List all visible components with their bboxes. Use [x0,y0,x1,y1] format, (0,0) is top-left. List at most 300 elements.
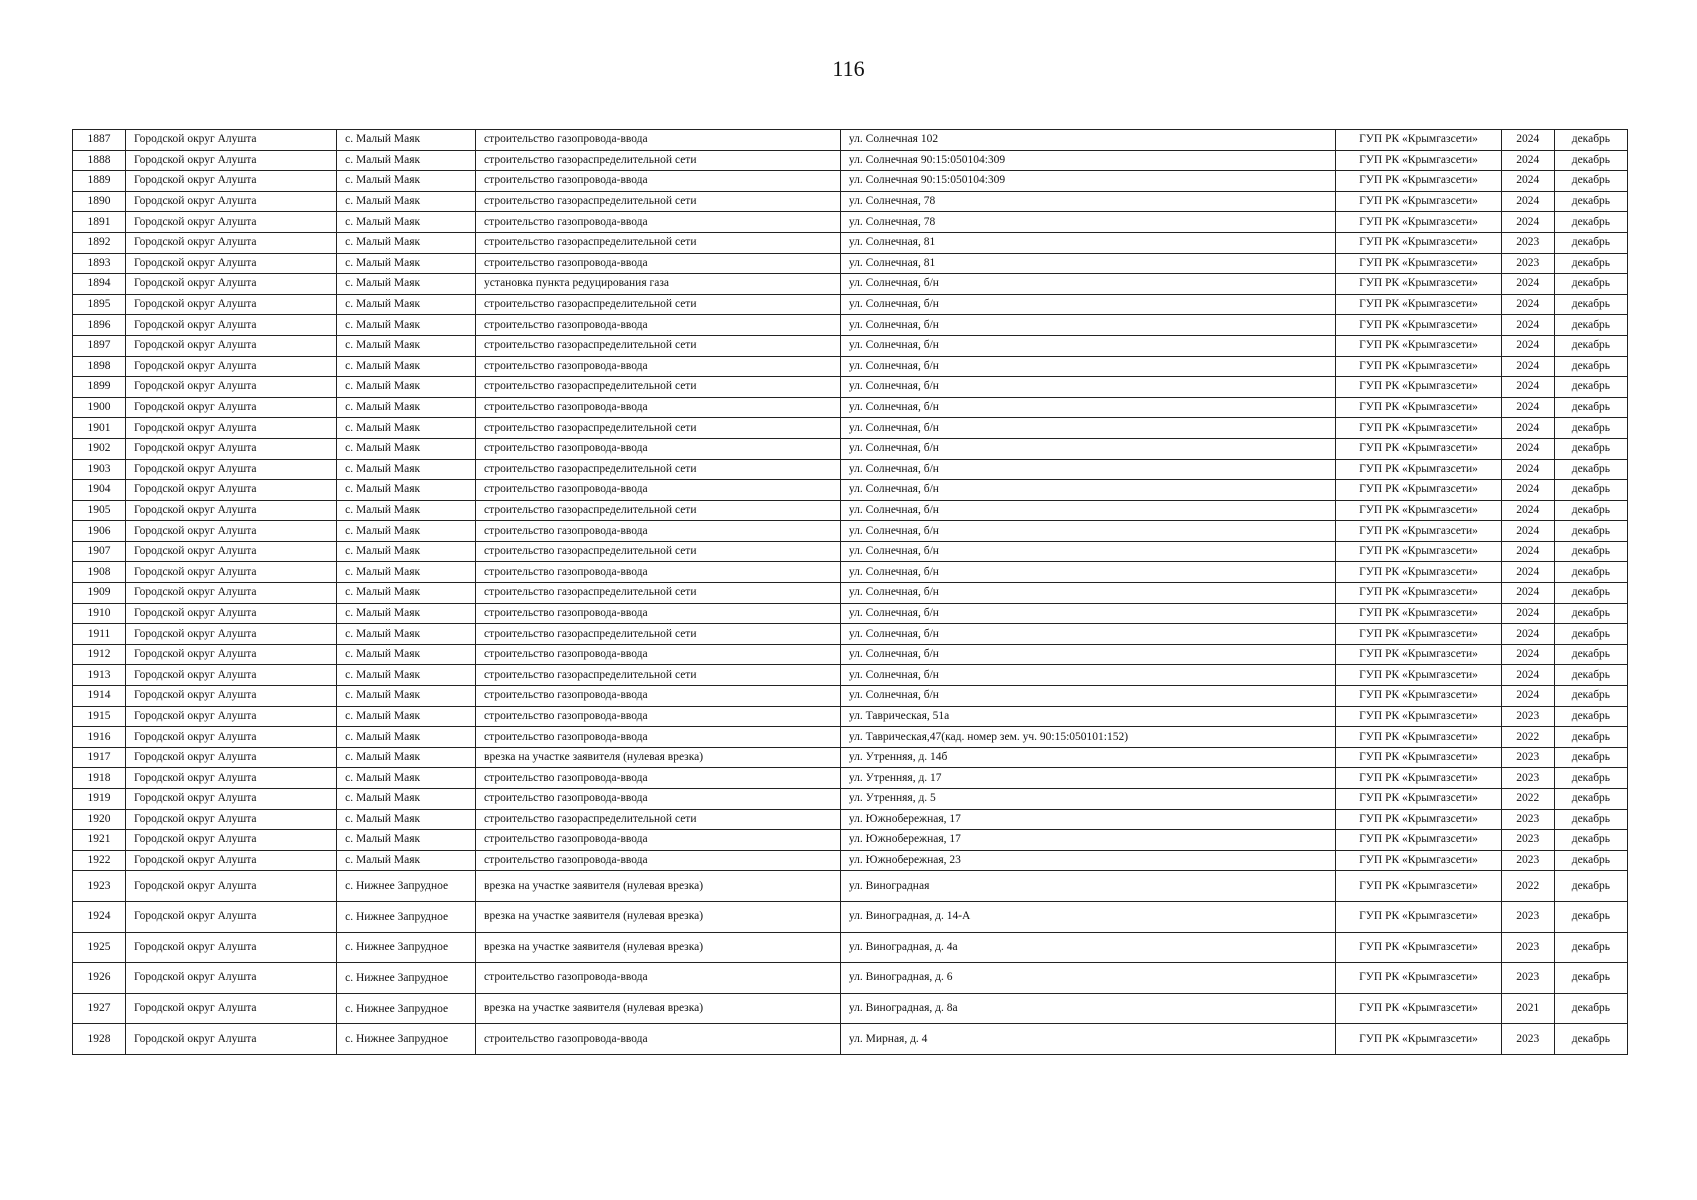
table-row [73,171,1628,192]
district-cell: Городской округ Алушта [126,377,337,398]
month-cell: декабрь [1554,274,1627,295]
table-row [73,562,1628,583]
month-cell: декабрь [1554,583,1627,604]
month-cell: декабрь [1554,418,1627,439]
year-cell: 2023 [1501,963,1554,994]
month-cell: декабрь [1554,993,1627,1024]
organization-cell: ГУП РК «Крымгазсети» [1336,583,1501,604]
address-cell: ул. Солнечная, б/н [840,356,1335,377]
address-cell: ул. Виноградная, д. 8а [840,993,1335,1024]
settlement-cell: с. Малый Маяк [337,130,476,151]
address-cell: ул. Таврическая,47(кад. номер зем. уч. 90:15:050101:152) [840,727,1335,748]
work-type-cell: строительство газораспределительной сети [476,500,841,521]
year-cell: 2024 [1501,686,1554,707]
settlement-cell: с. Малый Маяк [337,356,476,377]
year-cell: 2023 [1501,1024,1554,1055]
table-row [73,294,1628,315]
organization-cell: ГУП РК «Крымгазсети» [1336,500,1501,521]
table-row [73,747,1628,768]
organization-cell: ГУП РК «Крымгазсети» [1336,850,1501,871]
row-number-cell: 1907 [73,541,126,562]
work-type-cell: установка пункта редуцирования газа [476,274,841,295]
district-cell: Городской округ Алушта [126,459,337,480]
organization-cell: ГУП РК «Крымгазсети» [1336,377,1501,398]
organization-cell: ГУП РК «Крымгазсети» [1336,253,1501,274]
organization-cell: ГУП РК «Крымгазсети» [1336,191,1501,212]
organization-cell: ГУП РК «Крымгазсети» [1336,274,1501,295]
month-cell: декабрь [1554,541,1627,562]
row-number-cell: 1895 [73,294,126,315]
month-cell: декабрь [1554,871,1627,902]
row-number-cell: 1890 [73,191,126,212]
month-cell: декабрь [1554,624,1627,645]
month-cell: декабрь [1554,212,1627,233]
address-cell: ул. Солнечная, б/н [840,438,1335,459]
settlement-cell: с. Малый Маяк [337,644,476,665]
work-type-cell: строительство газопровода-ввода [476,686,841,707]
district-cell: Городской округ Алушта [126,963,337,994]
row-number-cell: 1919 [73,789,126,810]
row-number-cell: 1903 [73,459,126,480]
work-type-cell: строительство газопровода-ввода [476,130,841,151]
table-row [73,541,1628,562]
year-cell: 2024 [1501,191,1554,212]
row-number-cell: 1888 [73,150,126,171]
table-row [73,191,1628,212]
table-row [73,665,1628,686]
organization-cell: ГУП РК «Крымгазсети» [1336,789,1501,810]
month-cell: декабрь [1554,603,1627,624]
organization-cell: ГУП РК «Крымгазсети» [1336,665,1501,686]
address-cell: ул. Солнечная, б/н [840,624,1335,645]
row-number-cell: 1923 [73,871,126,902]
district-cell: Городской округ Алушта [126,521,337,542]
work-type-cell: врезка на участке заявителя (нулевая врезка) [476,901,841,932]
address-cell: ул. Виноградная, д. 6 [840,963,1335,994]
table-row [73,130,1628,151]
work-type-cell: строительство газопровода-ввода [476,830,841,851]
row-number-cell: 1920 [73,809,126,830]
address-cell: ул. Солнечная, б/н [840,686,1335,707]
organization-cell: ГУП РК «Крымгазсети» [1336,603,1501,624]
row-number-cell: 1910 [73,603,126,624]
year-cell: 2023 [1501,932,1554,963]
address-cell: ул. Солнечная, б/н [840,644,1335,665]
address-cell: ул. Утренняя, д. 17 [840,768,1335,789]
district-cell: Городской округ Алушта [126,706,337,727]
table-row [73,459,1628,480]
district-cell: Городской округ Алушта [126,356,337,377]
organization-cell: ГУП РК «Крымгазсети» [1336,459,1501,480]
district-cell: Городской округ Алушта [126,850,337,871]
settlement-cell: с. Малый Маяк [337,315,476,336]
district-cell: Городской округ Алушта [126,830,337,851]
settlement-cell: с. Нижнее Запрудное [337,963,476,994]
work-type-cell: строительство газопровода-ввода [476,397,841,418]
row-number-cell: 1891 [73,212,126,233]
table-row [73,253,1628,274]
address-cell: ул. Солнечная, б/н [840,459,1335,480]
year-cell: 2024 [1501,480,1554,501]
month-cell: декабрь [1554,335,1627,356]
year-cell: 2024 [1501,294,1554,315]
year-cell: 2023 [1501,809,1554,830]
year-cell: 2024 [1501,377,1554,398]
month-cell: декабрь [1554,665,1627,686]
work-type-cell: строительство газопровода-ввода [476,171,841,192]
organization-cell: ГУП РК «Крымгазсети» [1336,438,1501,459]
district-cell: Городской округ Алушта [126,541,337,562]
organization-cell: ГУП РК «Крымгазсети» [1336,150,1501,171]
organization-cell: ГУП РК «Крымгазсети» [1336,963,1501,994]
row-number-cell: 1904 [73,480,126,501]
month-cell: декабрь [1554,932,1627,963]
row-number-cell: 1887 [73,130,126,151]
table-row [73,993,1628,1024]
table-row [73,644,1628,665]
district-cell: Городской округ Алушта [126,993,337,1024]
year-cell: 2024 [1501,356,1554,377]
settlement-cell: с. Малый Маяк [337,727,476,748]
row-number-cell: 1898 [73,356,126,377]
organization-cell: ГУП РК «Крымгазсети» [1336,418,1501,439]
year-cell: 2022 [1501,789,1554,810]
year-cell: 2024 [1501,212,1554,233]
district-cell: Городской округ Алушта [126,768,337,789]
row-number-cell: 1912 [73,644,126,665]
row-number-cell: 1909 [73,583,126,604]
organization-cell: ГУП РК «Крымгазсети» [1336,871,1501,902]
district-cell: Городской округ Алушта [126,901,337,932]
address-cell: ул. Мирная, д. 4 [840,1024,1335,1055]
year-cell: 2024 [1501,500,1554,521]
district-cell: Городской округ Алушта [126,789,337,810]
month-cell: декабрь [1554,480,1627,501]
settlement-cell: с. Малый Маяк [337,686,476,707]
address-cell: ул. Южнобережная, 23 [840,850,1335,871]
settlement-cell: с. Малый Маяк [337,253,476,274]
year-cell: 2024 [1501,335,1554,356]
settlement-cell: с. Малый Маяк [337,212,476,233]
organization-cell: ГУП РК «Крымгазсети» [1336,232,1501,253]
district-cell: Городской округ Алушта [126,686,337,707]
district-cell: Городской округ Алушта [126,727,337,748]
work-type-cell: строительство газораспределительной сети [476,150,841,171]
year-cell: 2022 [1501,727,1554,748]
address-cell: ул. Солнечная, 78 [840,191,1335,212]
gasification-table [72,129,1628,1055]
address-cell: ул. Солнечная, 81 [840,232,1335,253]
month-cell: декабрь [1554,686,1627,707]
settlement-cell: с. Малый Маяк [337,768,476,789]
work-type-cell: врезка на участке заявителя (нулевая врезка) [476,993,841,1024]
work-type-cell: строительство газораспределительной сети [476,665,841,686]
settlement-cell: с. Малый Маяк [337,150,476,171]
month-cell: декабрь [1554,644,1627,665]
address-cell: ул. Таврическая, 51а [840,706,1335,727]
table-body [73,130,1628,1055]
year-cell: 2024 [1501,624,1554,645]
month-cell: декабрь [1554,377,1627,398]
settlement-cell: с. Малый Маяк [337,624,476,645]
work-type-cell: строительство газораспределительной сети [476,418,841,439]
address-cell: ул. Солнечная, б/н [840,562,1335,583]
address-cell: ул. Солнечная, б/н [840,377,1335,398]
month-cell: декабрь [1554,850,1627,871]
district-cell: Городской округ Алушта [126,418,337,439]
settlement-cell: с. Малый Маяк [337,418,476,439]
table-row [73,963,1628,994]
work-type-cell: строительство газораспределительной сети [476,335,841,356]
year-cell: 2024 [1501,603,1554,624]
settlement-cell: с. Малый Маяк [337,191,476,212]
month-cell: декабрь [1554,294,1627,315]
table-row [73,901,1628,932]
work-type-cell: строительство газопровода-ввода [476,644,841,665]
month-cell: декабрь [1554,191,1627,212]
year-cell: 2024 [1501,315,1554,336]
year-cell: 2023 [1501,706,1554,727]
settlement-cell: с. Малый Маяк [337,830,476,851]
table-row [73,809,1628,830]
organization-cell: ГУП РК «Крымгазсети» [1336,768,1501,789]
settlement-cell: с. Малый Маяк [337,541,476,562]
district-cell: Городской округ Алушта [126,583,337,604]
address-cell: ул. Солнечная, б/н [840,294,1335,315]
row-number-cell: 1900 [73,397,126,418]
table-row [73,686,1628,707]
settlement-cell: с. Малый Маяк [337,521,476,542]
year-cell: 2024 [1501,150,1554,171]
year-cell: 2024 [1501,583,1554,604]
work-type-cell: строительство газораспределительной сети [476,191,841,212]
district-cell: Городской округ Алушта [126,130,337,151]
address-cell: ул. Солнечная, б/н [840,603,1335,624]
year-cell: 2024 [1501,459,1554,480]
work-type-cell: врезка на участке заявителя (нулевая врезка) [476,932,841,963]
district-cell: Городской округ Алушта [126,397,337,418]
month-cell: декабрь [1554,1024,1627,1055]
month-cell: декабрь [1554,500,1627,521]
settlement-cell: с. Нижнее Запрудное [337,901,476,932]
month-cell: декабрь [1554,130,1627,151]
settlement-cell: с. Малый Маяк [337,583,476,604]
district-cell: Городской округ Алушта [126,603,337,624]
year-cell: 2024 [1501,274,1554,295]
year-cell: 2023 [1501,747,1554,768]
work-type-cell: строительство газораспределительной сети [476,377,841,398]
table-row [73,1024,1628,1055]
district-cell: Городской округ Алушта [126,150,337,171]
settlement-cell: с. Малый Маяк [337,706,476,727]
row-number-cell: 1921 [73,830,126,851]
year-cell: 2023 [1501,768,1554,789]
district-cell: Городской округ Алушта [126,1024,337,1055]
month-cell: декабрь [1554,747,1627,768]
row-number-cell: 1925 [73,932,126,963]
work-type-cell: строительство газораспределительной сети [476,459,841,480]
table-row [73,932,1628,963]
row-number-cell: 1918 [73,768,126,789]
district-cell: Городской округ Алушта [126,624,337,645]
row-number-cell: 1901 [73,418,126,439]
work-type-cell: строительство газопровода-ввода [476,438,841,459]
work-type-cell: строительство газопровода-ввода [476,963,841,994]
work-type-cell: врезка на участке заявителя (нулевая врезка) [476,871,841,902]
organization-cell: ГУП РК «Крымгазсети» [1336,480,1501,501]
month-cell: декабрь [1554,150,1627,171]
year-cell: 2024 [1501,665,1554,686]
district-cell: Городской округ Алушта [126,809,337,830]
settlement-cell: с. Малый Маяк [337,850,476,871]
row-number-cell: 1927 [73,993,126,1024]
work-type-cell: строительство газопровода-ввода [476,480,841,501]
district-cell: Городской округ Алушта [126,500,337,521]
address-cell: ул. Солнечная, 81 [840,253,1335,274]
row-number-cell: 1899 [73,377,126,398]
address-cell: ул. Солнечная, б/н [840,541,1335,562]
row-number-cell: 1922 [73,850,126,871]
address-cell: ул. Солнечная, б/н [840,500,1335,521]
table-row [73,356,1628,377]
district-cell: Городской округ Алушта [126,335,337,356]
row-number-cell: 1908 [73,562,126,583]
month-cell: декабрь [1554,727,1627,748]
table-row [73,397,1628,418]
district-cell: Городской округ Алушта [126,932,337,963]
settlement-cell: с. Малый Маяк [337,809,476,830]
address-cell: ул. Южнобережная, 17 [840,809,1335,830]
row-number-cell: 1902 [73,438,126,459]
address-cell: ул. Утренняя, д. 14б [840,747,1335,768]
year-cell: 2023 [1501,830,1554,851]
address-cell: ул. Солнечная, б/н [840,335,1335,356]
organization-cell: ГУП РК «Крымгазсети» [1336,624,1501,645]
work-type-cell: строительство газопровода-ввода [476,212,841,233]
row-number-cell: 1896 [73,315,126,336]
month-cell: декабрь [1554,789,1627,810]
work-type-cell: строительство газопровода-ввода [476,1024,841,1055]
organization-cell: ГУП РК «Крымгазсети» [1336,294,1501,315]
table-row [73,212,1628,233]
work-type-cell: строительство газораспределительной сети [476,294,841,315]
row-number-cell: 1924 [73,901,126,932]
address-cell: ул. Виноградная, д. 14-А [840,901,1335,932]
address-cell: ул. Солнечная, б/н [840,418,1335,439]
address-cell: ул. Солнечная, б/н [840,665,1335,686]
year-cell: 2024 [1501,521,1554,542]
organization-cell: ГУП РК «Крымгазсети» [1336,809,1501,830]
settlement-cell: с. Нижнее Запрудное [337,871,476,902]
month-cell: декабрь [1554,809,1627,830]
address-cell: ул. Утренняя, д. 5 [840,789,1335,810]
work-type-cell: строительство газопровода-ввода [476,521,841,542]
work-type-cell: строительство газораспределительной сети [476,583,841,604]
month-cell: декабрь [1554,315,1627,336]
organization-cell: ГУП РК «Крымгазсети» [1336,747,1501,768]
settlement-cell: с. Малый Маяк [337,459,476,480]
row-number-cell: 1926 [73,963,126,994]
work-type-cell: строительство газопровода-ввода [476,253,841,274]
district-cell: Городской округ Алушта [126,294,337,315]
settlement-cell: с. Малый Маяк [337,480,476,501]
organization-cell: ГУП РК «Крымгазсети» [1336,562,1501,583]
address-cell: ул. Солнечная, 78 [840,212,1335,233]
address-cell: ул. Солнечная 90:15:050104:309 [840,171,1335,192]
table-row [73,789,1628,810]
settlement-cell: с. Нижнее Запрудное [337,932,476,963]
row-number-cell: 1915 [73,706,126,727]
organization-cell: ГУП РК «Крымгазсети» [1336,541,1501,562]
row-number-cell: 1916 [73,727,126,748]
year-cell: 2021 [1501,993,1554,1024]
work-type-cell: строительство газопровода-ввода [476,315,841,336]
month-cell: декабрь [1554,521,1627,542]
row-number-cell: 1892 [73,232,126,253]
table-row [73,335,1628,356]
row-number-cell: 1905 [73,500,126,521]
month-cell: декабрь [1554,963,1627,994]
address-cell: ул. Солнечная, б/н [840,274,1335,295]
address-cell: ул. Солнечная, б/н [840,521,1335,542]
organization-cell: ГУП РК «Крымгазсети» [1336,686,1501,707]
month-cell: декабрь [1554,232,1627,253]
month-cell: декабрь [1554,768,1627,789]
year-cell: 2023 [1501,232,1554,253]
year-cell: 2024 [1501,644,1554,665]
district-cell: Городской округ Алушта [126,171,337,192]
address-cell: ул. Виноградная [840,871,1335,902]
work-type-cell: строительство газораспределительной сети [476,624,841,645]
year-cell: 2024 [1501,438,1554,459]
row-number-cell: 1906 [73,521,126,542]
address-cell: ул. Солнечная 102 [840,130,1335,151]
settlement-cell: с. Малый Маяк [337,171,476,192]
district-cell: Городской округ Алушта [126,747,337,768]
district-cell: Городской округ Алушта [126,212,337,233]
organization-cell: ГУП РК «Крымгазсети» [1336,212,1501,233]
month-cell: декабрь [1554,356,1627,377]
settlement-cell: с. Малый Маяк [337,789,476,810]
settlement-cell: с. Нижнее Запрудное [337,993,476,1024]
work-type-cell: строительство газопровода-ввода [476,706,841,727]
year-cell: 2024 [1501,130,1554,151]
work-type-cell: строительство газопровода-ввода [476,562,841,583]
district-cell: Городской округ Алушта [126,665,337,686]
year-cell: 2024 [1501,541,1554,562]
settlement-cell: с. Малый Маяк [337,562,476,583]
district-cell: Городской округ Алушта [126,232,337,253]
district-cell: Городской округ Алушта [126,274,337,295]
row-number-cell: 1928 [73,1024,126,1055]
month-cell: декабрь [1554,901,1627,932]
month-cell: декабрь [1554,253,1627,274]
district-cell: Городской округ Алушта [126,644,337,665]
organization-cell: ГУП РК «Крымгазсети» [1336,901,1501,932]
table-row [73,500,1628,521]
year-cell: 2022 [1501,871,1554,902]
organization-cell: ГУП РК «Крымгазсети» [1336,993,1501,1024]
row-number-cell: 1914 [73,686,126,707]
row-number-cell: 1911 [73,624,126,645]
table-row [73,583,1628,604]
settlement-cell: с. Малый Маяк [337,377,476,398]
organization-cell: ГУП РК «Крымгазсети» [1336,1024,1501,1055]
work-type-cell: строительство газопровода-ввода [476,603,841,624]
table-row [73,150,1628,171]
table-row [73,706,1628,727]
organization-cell: ГУП РК «Крымгазсети» [1336,727,1501,748]
